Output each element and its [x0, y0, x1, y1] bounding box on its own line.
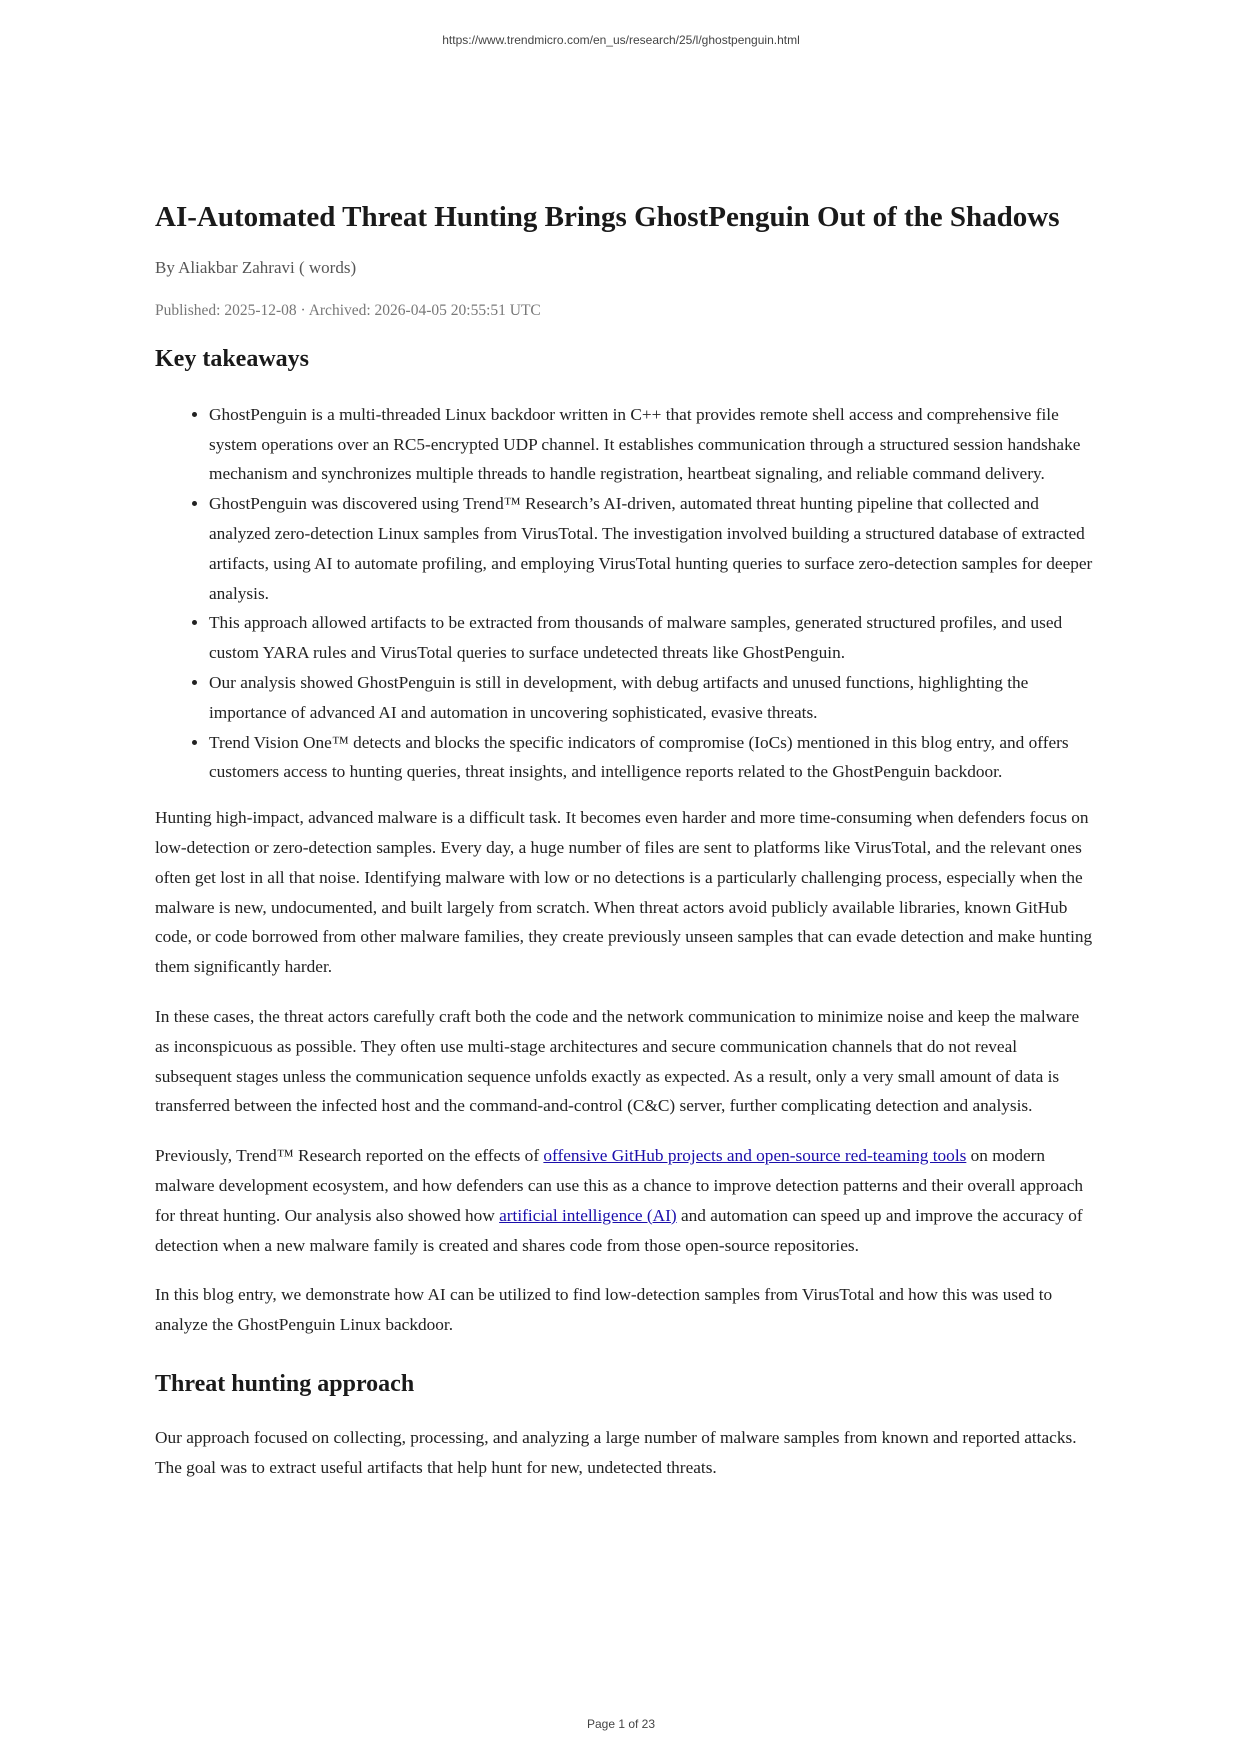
paragraph-threat-actors: In these cases, the threat actors carefully craft both the code and the network communication to minimize noise and keep the malware as inconspicuous as possible. They often use multi-stage architectures and secure communication channels that do not reveal subsequent stages unless the communication sequence unfolds exactly as expected. As a result, only a very small amount of data is transferred between the infected host and the command-and-control (C&C) server, further complicating detection and analysis. [155, 1006, 1080, 1116]
article-content [155, 200, 1095, 1502]
paragraph-approach: Our approach focused on collecting, processing, and analyzing a large number of malware samples from known and reported attacks. The goal was to extract useful artifacts that help hunt for new, undetected threats. [155, 1427, 1077, 1477]
article-dates: Published: 2025-12-08 · Archived: 2026-04-05 20:55:51 UTC [155, 301, 541, 319]
paragraph-text: on modern malware development ecosystem, and how defenders can use this as a chance to improve detection patterns and their overall approach for threat hunting. Our analysis also showed how [155, 1146, 1084, 1225]
key-takeaways-heading: Key takeaways [155, 346, 309, 373]
list-item: • GhostPenguin is a multi-threaded Linux backdoor written in C++ that provides remote shell access and comprehensive file system operations over an RC5-encrypted UDP channel. It establishes communication through a structured session handshake mechanism and synchronizes multiple threads to handle registration, heartbeat signaling, and reliable command delivery. [209, 400, 1095, 489]
artificial-intelligence-link[interactable]: artificial intelligence (AI) [499, 1205, 677, 1225]
page-indicator: Page 1 of 23 [586, 1717, 656, 1731]
takeaways-list [155, 400, 1095, 787]
list-item: • This approach allowed artifacts to be extracted from thousands of malware samples, generated structured profiles, and used custom YARA rules and VirusTotal queries to surface undetected threats like GhostPenguin. [209, 608, 1095, 668]
paragraph-blog-entry: In this blog entry, we demonstrate how AI can be utilized to find low-detection samples from VirusTotal and how this was used to analyze the GhostPenguin Linux backdoor. [155, 1285, 1053, 1335]
list-item: • Trend Vision One™ detects and blocks the specific indicators of compromise (IoCs) mentioned in this blog entry, and offers customers access to hunting queries, threat insights, and intelligence reports related to the GhostPenguin backdoor. [209, 728, 1095, 788]
paragraph-hunting-intro: Hunting high-impact, advanced malware is a difficult task. It becomes even harder and more time-consuming when defenders focus on low-detection or zero-detection samples. Every day, a huge number of files are sent to platforms like VirusTotal, and the relevant ones often get lost in all that noise. Identifying malware with low or no detections is a particularly challenging process, especially when the malware is new, undocumented, and built largely from scratch. When threat actors avoid publicly available libraries, known GitHub code, or code borrowed from other malware families, they create previously unseen samples that can evade detection and make hunting them significantly harder. [155, 808, 1093, 977]
list-item: • Our analysis showed GhostPenguin is still in development, with debug artifacts and unused functions, highlighting the importance of advanced AI and automation in uncovering sophisticated, evasive threats. [209, 668, 1095, 728]
threat-hunting-heading: Threat hunting approach [155, 1370, 415, 1397]
paragraph-previous-research [155, 1141, 1095, 1260]
paragraph-text: and automation can speed up and improve the accuracy of detection when a new malware family is created and shares code from those open-source repositories. [155, 1205, 1083, 1255]
article-title: AI-Automated Threat Hunting Brings GhostPenguin Out of the Shadows [155, 201, 1060, 233]
page-url-header: https://www.trendmicro.com/en_us/research/25/l/ghostpenguin.html [442, 33, 800, 47]
paragraph-text: Previously, Trend™ Research reported on the effects of [155, 1146, 544, 1166]
list-item: • GhostPenguin was discovered using Trend™ Research’s AI-driven, automated threat hunting pipeline that collected and analyzed zero-detection Linux samples from VirusTotal. The investigation involved building a structured database of extracted artifacts, using AI to automate profiling, and employing VirusTotal hunting queries to surface zero-detection samples for deeper analysis. [209, 489, 1095, 608]
offensive-github-projects-link[interactable]: offensive GitHub projects and open-source red-teaming tools [543, 1146, 967, 1166]
article-byline: By Aliakbar Zahravi ( words) [155, 257, 357, 277]
